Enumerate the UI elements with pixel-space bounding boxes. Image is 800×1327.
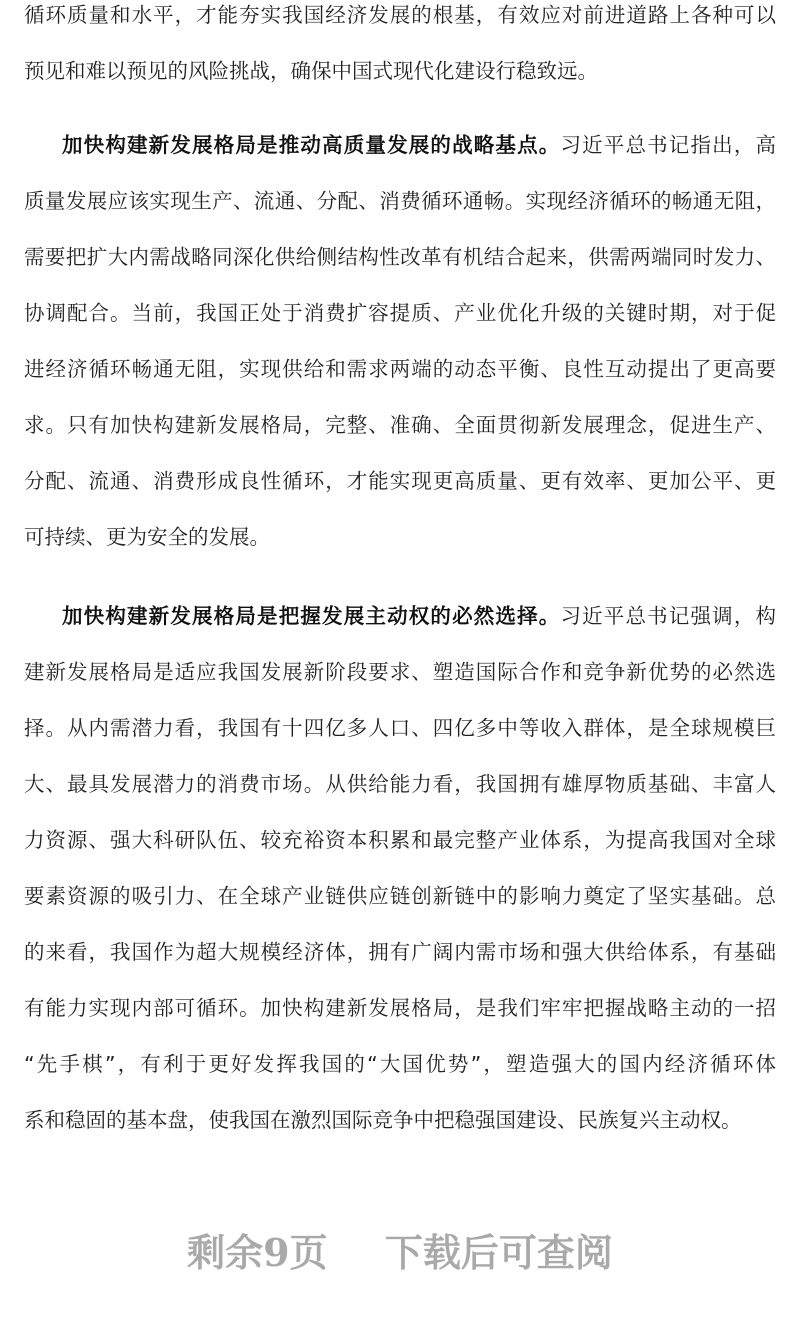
text-line: 分配、流通、消费形成良性循环，才能实现更高质量、更有效率、更加公平、更 <box>24 469 776 493</box>
text-line: “先手棋”，有利于更好发挥我国的“大国优势”，塑造强大的国内经济循环体 <box>24 1052 776 1076</box>
text-line <box>24 588 776 644</box>
text-line: 有能力实现内部可循环。加快构建新发展格局，是我们牢牢把握战略主动的一招 <box>24 996 776 1020</box>
text-line: 系和稳固的基本盘，使我国在激烈国际竞争中把稳强国建设、民族复兴主动权。 <box>24 1108 742 1132</box>
text-line: 需要把扩大内需战略同深化供给侧结构性改革有机结合起来，供需两端同时发力、 <box>24 245 776 269</box>
download-to-view-label: 下载后可查阅 <box>384 1230 613 1275</box>
text-line: 力资源、强大科研队伍、较充裕资本积累和最完整产业体系，为提高我国对全球 <box>24 828 776 852</box>
text-line: 可持续、更为安全的发展。 <box>24 525 270 549</box>
paragraph-3 <box>24 588 776 1148</box>
text-line: 质量发展应该实现生产、流通、分配、消费循环通畅。实现经济循环的畅通无阻， <box>24 189 776 213</box>
text-line: 择。从内需潜力看，我国有十四亿多人口、四亿多中等收入群体，是全球规模巨 <box>24 716 776 740</box>
text-line: 的来看，我国作为超大规模经济体，拥有广阔内需市场和强大供给体系，有基础 <box>24 940 776 964</box>
text-line: 求。只有加快构建新发展格局，完整、准确、全面贯彻新发展理念，促进生产、 <box>24 413 776 437</box>
text-line: 建新发展格局是适应我国发展新阶段要求、塑造国际合作和竞争新优势的必然选 <box>24 660 776 684</box>
text-line <box>24 117 776 173</box>
download-prompt[interactable] <box>0 1222 800 1277</box>
paragraph-heading: 加快构建新发展格局是推动高质量发展的战略基点。 <box>62 133 561 157</box>
text-fragment: 习近平总书记指出，高 <box>560 133 776 157</box>
text-line: 循环质量和水平，才能夯实我国经济发展的根基，有效应对前进道路上各种可以 <box>24 3 776 27</box>
text-line: 协调配合。当前，我国正处于消费扩容提质、产业优化升级的关键时期，对于促 <box>24 301 776 325</box>
text-fragment: 习近平总书记强调，构 <box>560 604 776 628</box>
paragraph-1 <box>24 0 776 99</box>
text-line: 进经济循环畅通无阻，实现供给和需求两端的动态平衡、良性互动提出了更高要 <box>24 357 776 381</box>
text-line: 要素资源的吸引力、在全球产业链供应链创新链中的影响力奠定了坚实基础。总 <box>24 884 776 908</box>
remaining-pages-label: 剩余9页 <box>187 1230 328 1275</box>
text-line: 大、最具发展潜力的消费市场。从供给能力看，我国拥有雄厚物质基础、丰富人 <box>24 772 776 796</box>
paragraph-heading: 加快构建新发展格局是把握发展主动权的必然选择。 <box>62 604 561 628</box>
paragraph-2 <box>24 117 776 565</box>
text-line: 预见和难以预见的风险挑战，确保中国式现代化建设行稳致远。 <box>24 59 598 83</box>
